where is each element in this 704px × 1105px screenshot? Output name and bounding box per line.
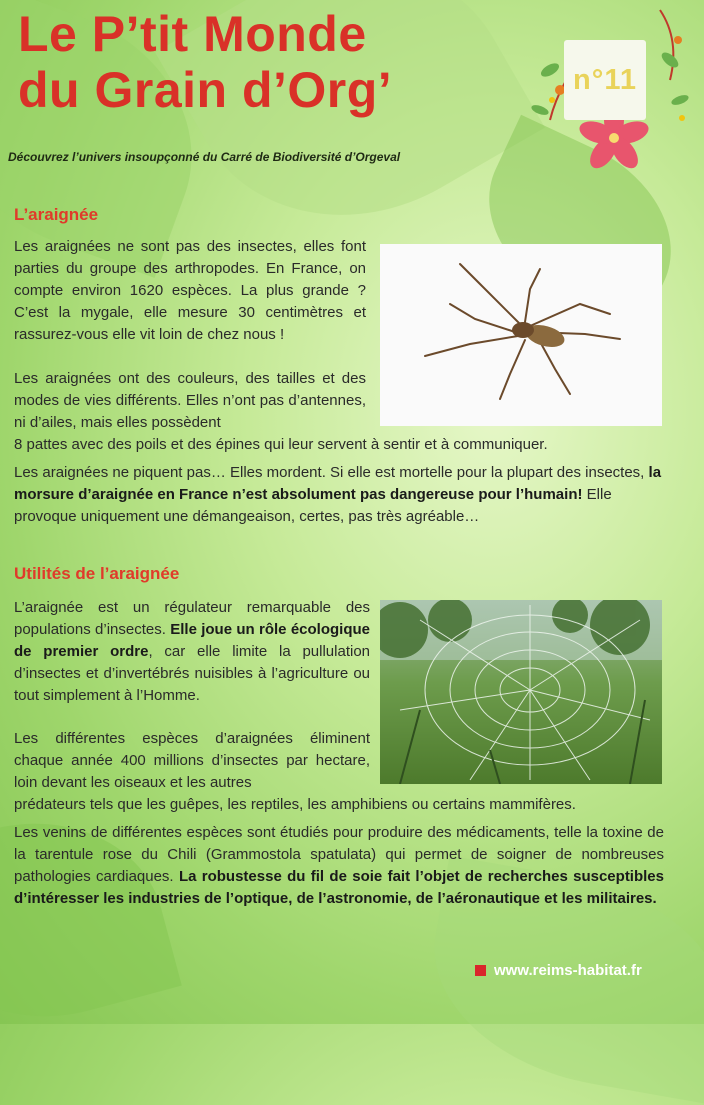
spider-icon bbox=[380, 244, 662, 426]
paragraph-spider-traits-cont: 8 pattes avec des poils et des épines qui leur servent à sentir et à communiquer. bbox=[14, 436, 548, 453]
section-heading-spider: L’araignée bbox=[14, 205, 99, 224]
bold-text: Elle joue un rôle écologique de premier ordre bbox=[14, 621, 371, 660]
spider-web-photo bbox=[380, 600, 662, 784]
text-span: L’araignée est un régulateur remarquable des populations d’insectes. bbox=[14, 599, 370, 638]
bold-text: La robustesse du fil de soie fait l’objet de recherches susceptibles d’intéresser les industries de l’optique, de l’astronomie, de l’aéronautique et les militaires. bbox=[14, 868, 664, 907]
footer-square-icon bbox=[475, 965, 486, 976]
paragraph-venom-research bbox=[14, 822, 664, 910]
footer-url[interactable]: www.reims-habitat.fr bbox=[494, 962, 642, 979]
paragraph-insect-elimination: Les différentes espèces d’araignées éliminent chaque année 400 millions d’insectes par hectare, loin devant les oiseaux et les autres bbox=[14, 730, 370, 791]
text-span: , car elle limite la pullulation d’insectes et d’invertébrés nuisibles à l’agriculture ou tout simplement à l’Homme. bbox=[14, 643, 371, 704]
title-line-2: du Grain d’Org’ bbox=[18, 62, 393, 118]
paragraph-spider-intro: Les araignées ne sont pas des insectes, elles font parties du groupe des arthropodes. En France, on compte environ 1620 espèces. La plus grande ? C’est la mygale, elle mesure 30 centimètres et rassurez-vous elle vit loin de chez nous ! bbox=[14, 238, 366, 343]
footer-link[interactable] bbox=[475, 962, 642, 979]
text-span: Les venins de différentes espèces sont étudiés pour produire des médicaments, telle la toxine de la tarentule rose du Chili (Grammostola spatulata) qui permet de soigner de nombreuses pathologies cardiaques. bbox=[14, 824, 664, 885]
paragraph-spider-bite bbox=[14, 462, 664, 528]
text-span: Elle provoque uniquement une démangeaison, certes, pas très agréable… bbox=[14, 486, 612, 525]
page-subtitle: Découvrez l’univers insoupçonné du Carré de Biodiversité d’Orgeval bbox=[8, 150, 401, 164]
title-line-1: Le P’tit Monde bbox=[18, 6, 367, 62]
section-heading-uses: Utilités de l’araignée bbox=[14, 564, 180, 583]
bold-text: la morsure d’araignée en France n’est absolument pas dangereuse pour l’humain! bbox=[14, 464, 662, 503]
text-span: Les araignées ne piquent pas… Elles mordent. Si elle est mortelle pour la plupart des insectes, bbox=[14, 464, 649, 481]
issue-badge-decoration bbox=[530, 0, 700, 180]
spider-photo bbox=[380, 244, 662, 426]
issue-number-badge: n°11 bbox=[564, 40, 646, 120]
paragraph-regulator bbox=[14, 597, 370, 707]
spider-web-icon bbox=[380, 600, 662, 784]
page-title bbox=[18, 6, 392, 118]
paragraph-spider-traits: Les araignées ont des couleurs, des tailles et des modes de vies différents. Elles n’ont pas d’antennes, ni d’ailes, mais elles possèdent bbox=[14, 370, 366, 431]
paragraph-insect-elimination-cont: prédateurs tels que les guêpes, les reptiles, les amphibiens ou certains mammifères. bbox=[14, 796, 576, 813]
